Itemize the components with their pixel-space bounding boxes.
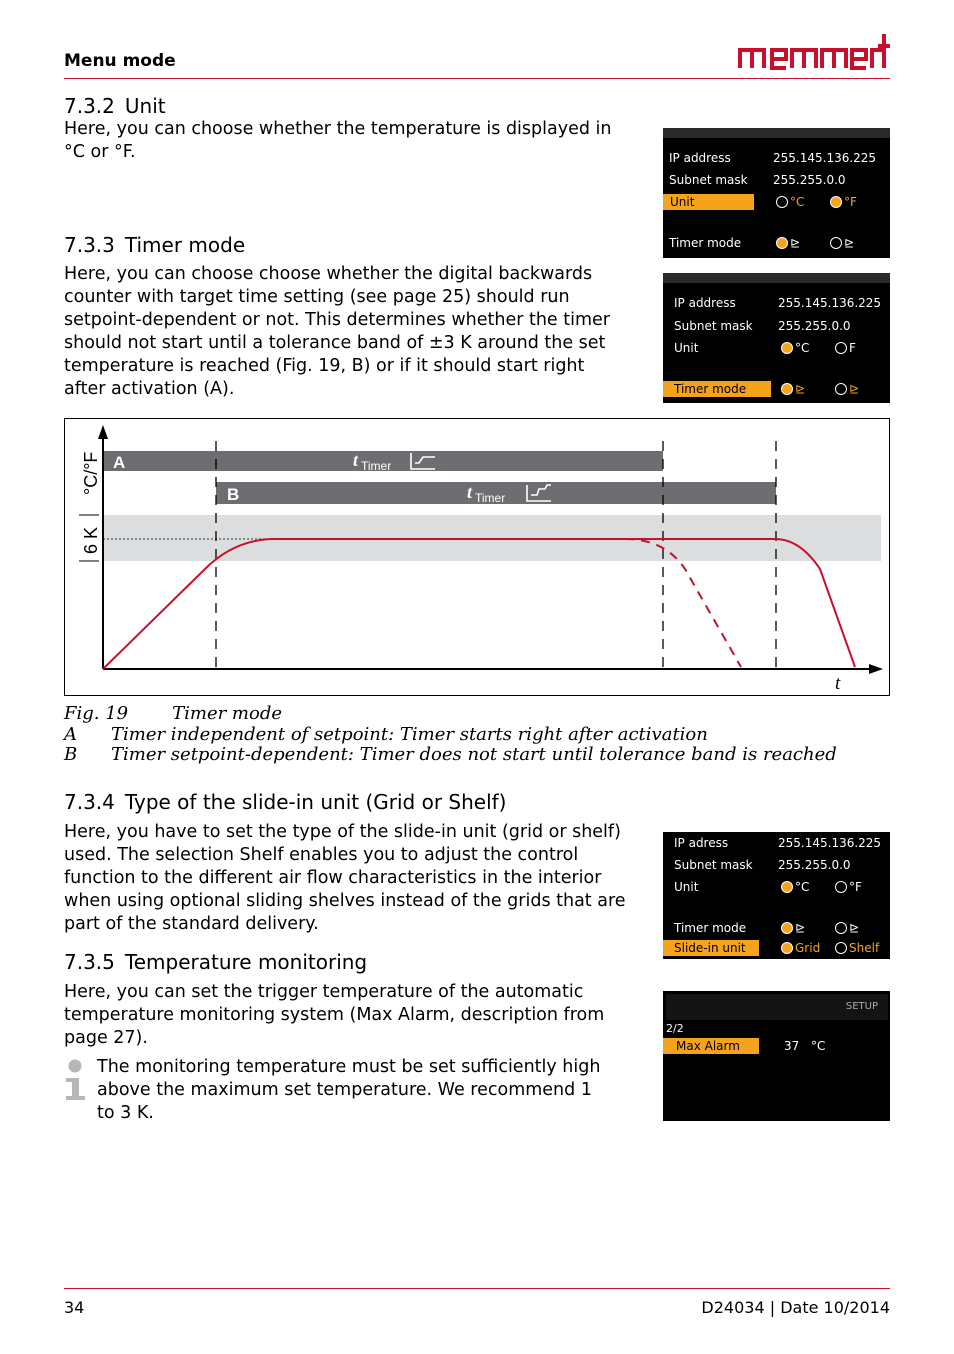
header-rule [64,78,890,79]
temp-paragraph: Here, you can set the trigger temperature of the automatic temperature monitoring system (Max Alarm, description from page 27). [64,982,605,1048]
memmert-logo [738,30,890,76]
slide-grid-option[interactable]: Grid [781,941,820,955]
radio-icon [830,237,842,249]
bar-b-timer-t: t [467,482,473,502]
timer-a-icon: ⊵ [795,921,806,935]
doc-reference: D24034 | Date 10/2014 [701,1298,890,1317]
mask-label: Subnet mask [674,319,753,333]
radio-icon [776,196,788,208]
radio-icon [835,881,847,893]
timer-b-icon: ⊵ [849,382,860,396]
timer-paragraph: Here, you can choose choose whether the digital backwards counter with target time setting (see page 25) should run setpoint-dependent or not. This determines whether the timer should not start until a tolerance band of ±3 K around the set temperature is reached (Fig. 19, B) or if it should start right after activation (A). [64,264,610,399]
slide-in-paragraph: Here, you have to set the type of the slide-in unit (grid or shelf) used. The selection Shelf enables you to adjust the control function to the different air flow characteristics in the interior when using optional sliding shelves instead of the grids that are part of the standard delivery. [64,822,626,934]
radio-icon [835,942,847,954]
timer-option-b[interactable] [835,921,859,935]
timer-label: Timer mode [674,921,747,935]
mask-label: Subnet mask [674,858,753,872]
timer-label: Timer mode [669,236,742,250]
mask-value: 255.255.0.0 [778,319,851,333]
radio-icon [835,922,847,934]
figure-caption-a: A Timer independent of setpoint: Timer starts right after activation [64,724,708,745]
timer-highlight[interactable]: Timer mode [663,381,771,397]
max-alarm-highlight[interactable]: Max Alarm [663,1038,759,1054]
page-number: 34 [64,1298,85,1317]
figure-timer-mode [64,418,890,696]
radio-selected-icon [781,922,793,934]
ip-label: IP address [669,151,731,165]
heading-unit: 7.3.2 Unit [64,94,166,118]
screen-slide-in [663,832,890,959]
x-axis-arrow-icon [869,664,883,674]
timer-option-b[interactable] [830,236,854,250]
screen-max-alarm [663,991,890,1121]
max-alarm-unit: °C [811,1039,826,1053]
y-axis-label: °C/°F [81,451,101,495]
max-alarm-value[interactable]: 37 [784,1039,800,1053]
heading-timer: 7.3.3 Timer mode [64,233,246,257]
memmert-logo-mark [738,30,890,72]
timer-a-icon: ⊵ [790,236,801,250]
radio-icon [835,342,847,354]
bar-b-timer-sub: Timer [475,491,506,505]
setup-bar [666,994,888,1020]
unit-label: Unit [674,880,699,894]
heading-temp-monitoring: 7.3.5 Temperature monitoring [64,950,368,974]
ip-label: IP address [674,296,736,310]
ip-label: IP adress [674,836,729,850]
bar-a-label: A [113,453,126,472]
unit-celsius-option[interactable]: °C [781,341,809,355]
radio-selected-icon [776,237,788,249]
timer-option-a[interactable] [776,236,800,250]
running-header: Menu mode [64,51,176,71]
ip-value: 255.145.136.225 [773,151,877,165]
page-indicator: 2/2 [666,1022,684,1035]
timer-option-a[interactable] [781,382,805,396]
bar-a-timer-t: t [353,450,359,470]
heading-slide-in: 7.3.4 Type of the slide-in unit (Grid or Shelf) [64,790,507,814]
figure-caption-b: B Timer setpoint-dependent: Timer does not start until tolerance band is reached [64,744,837,765]
info-icon [64,1058,88,1102]
screen-timer [663,273,890,403]
ip-value: 255.145.136.225 [778,296,882,310]
slide-in-highlight[interactable]: Slide-in unit [663,940,759,956]
timer-option-b[interactable] [835,382,859,396]
unit-highlight[interactable]: Unit [663,194,754,210]
unit-celsius-option[interactable]: °C [781,880,809,894]
unit-celsius-option[interactable]: °C [776,195,804,209]
unit-paragraph: Here, you can choose whether the temperature is displayed in °C or °F. [64,119,612,162]
timer-b-icon: ⊵ [844,236,855,250]
slide-shelf-option[interactable]: Shelf [835,941,879,955]
mask-label: Subnet mask [669,173,748,187]
screen-topbar [663,273,890,283]
timer-b-icon: ⊵ [849,921,860,935]
info-icon-glyph [64,1058,88,1102]
mask-value: 255.255.0.0 [778,858,851,872]
footer-rule [64,1288,890,1289]
timer-option-a[interactable] [781,921,805,935]
radio-icon [835,383,847,395]
bar-b-label: B [227,485,240,504]
unit-fahrenheit-option[interactable]: °F [830,195,857,209]
radio-selected-icon [781,342,793,354]
unit-fahrenheit-option[interactable]: F [835,341,856,355]
band-label: 6 K [81,526,101,554]
y-axis-arrow-icon [98,425,108,439]
unit-label: Unit [674,341,699,355]
x-axis-label: t [835,673,841,694]
radio-selected-icon [781,942,793,954]
screen-unit [663,128,890,258]
figure-caption-title: Fig. 19 Timer mode [64,703,283,724]
info-note: The monitoring temperature must be set sufficiently high above the maximum set temperature. We recommend 1 to 3 K. [97,1057,601,1123]
setup-label: SETUP [845,1001,878,1012]
timer-a-icon: ⊵ [795,382,806,396]
screen-topbar [663,128,890,138]
radio-selected-icon [781,383,793,395]
mask-value: 255.255.0.0 [773,173,846,187]
radio-selected-icon [830,196,842,208]
unit-fahrenheit-option[interactable]: °F [835,880,862,894]
bar-a-timer-sub: Timer [361,459,392,473]
timer-diagram [65,419,889,695]
ip-value: 255.145.136.225 [778,836,882,850]
radio-selected-icon [781,881,793,893]
